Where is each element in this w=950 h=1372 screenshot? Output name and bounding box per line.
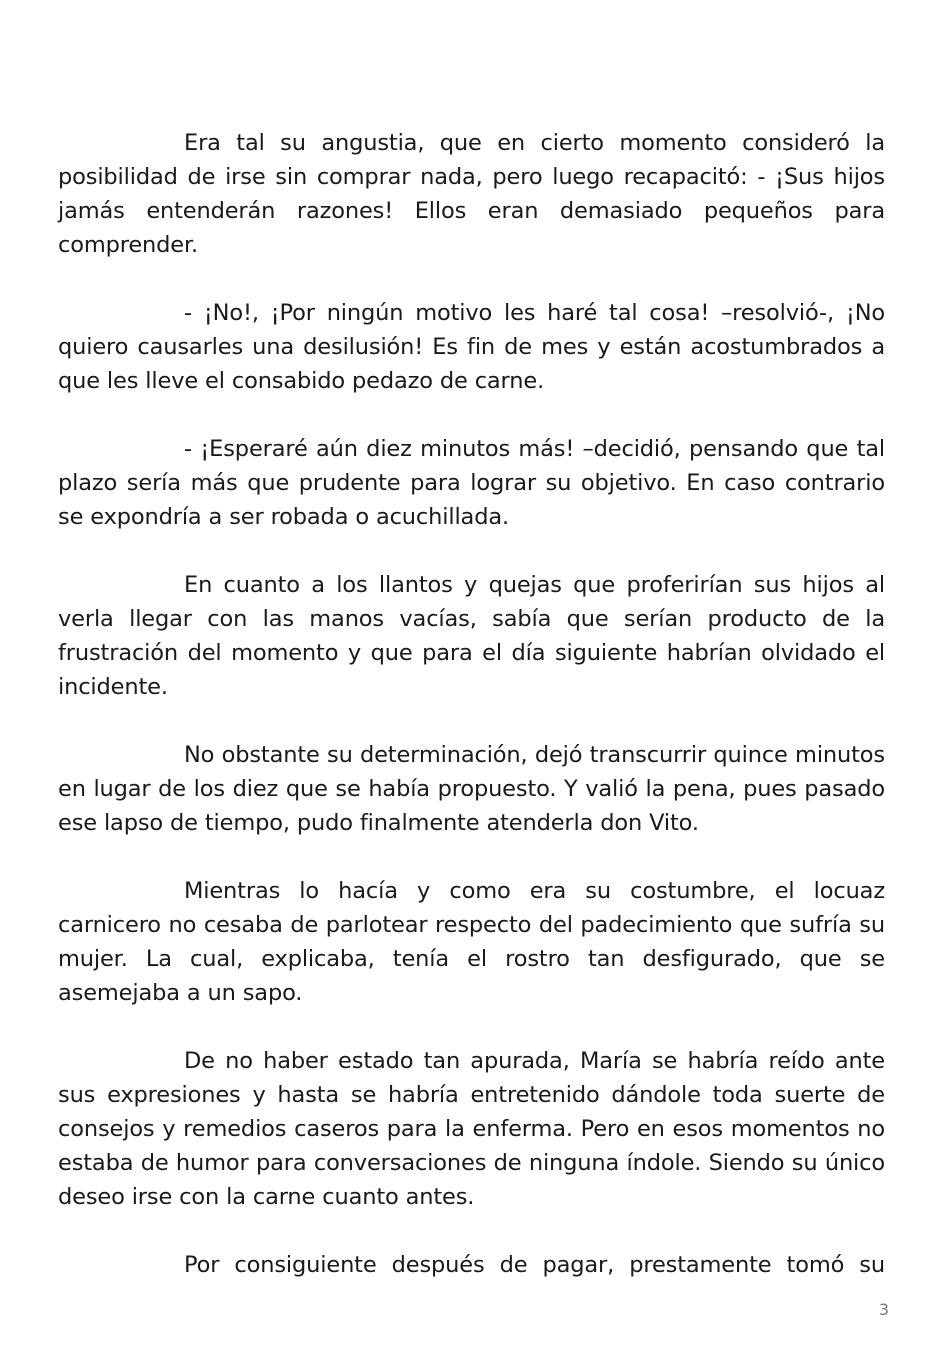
paragraph-continued: Por consiguiente después de pagar, prestamente tomó su: [184, 1252, 885, 1278]
page-number: 3: [878, 1300, 889, 1319]
paragraph: No obstante su determinación, dejó transcurrir quince minutos en lugar de los diez que se había propuesto. Y valió la pena, pues pasado ese lapso de tiempo, pudo finalmente atenderla don Vito.: [58, 742, 885, 836]
paragraph: Mientras lo hacía y como era su costumbre, el locuaz carnicero no cesaba de parlotear respecto del padecimiento que sufría su mujer. La cual, explicaba, tenía el rostro tan desfigurado, que se asemejaba a un sapo.: [58, 878, 885, 1006]
paragraph: En cuanto a los llantos y quejas que proferirían sus hijos al verla llegar con las manos vacías, sabía que serían producto de la frustración del momento y que para el día siguiente habrían olvidado el incidente.: [58, 572, 885, 700]
body-text: [58, 126, 885, 1282]
paragraph: De no haber estado tan apurada, María se habría reído ante sus expresiones y hasta se habría entretenido dándole toda suerte de consejos y remedios caseros para la enferma. Pero en esos momentos no estaba de humor para conversaciones de ninguna índole. Siendo su único deseo irse con la carne cuanto antes.: [58, 1048, 885, 1210]
paragraph: Era tal su angustia, que en cierto momento consideró la posibilidad de irse sin comprar nada, pero luego recapacitó: - ¡Sus hijos jamás entenderán razones! Ellos eran demasiado pequeños para comprender.: [58, 130, 885, 258]
paragraph: - ¡Esperaré aún diez minutos más! –decidió, pensando que tal plazo sería más que prudente para lograr su objetivo. En caso contrario se expondría a ser robada o acuchillada.: [58, 436, 885, 530]
paragraph: - ¡No!, ¡Por ningún motivo les haré tal cosa! –resolvió-, ¡No quiero causarles una desilusión! Es fin de mes y están acostumbrados a que les lleve el consabido pedazo de carne.: [58, 300, 885, 394]
